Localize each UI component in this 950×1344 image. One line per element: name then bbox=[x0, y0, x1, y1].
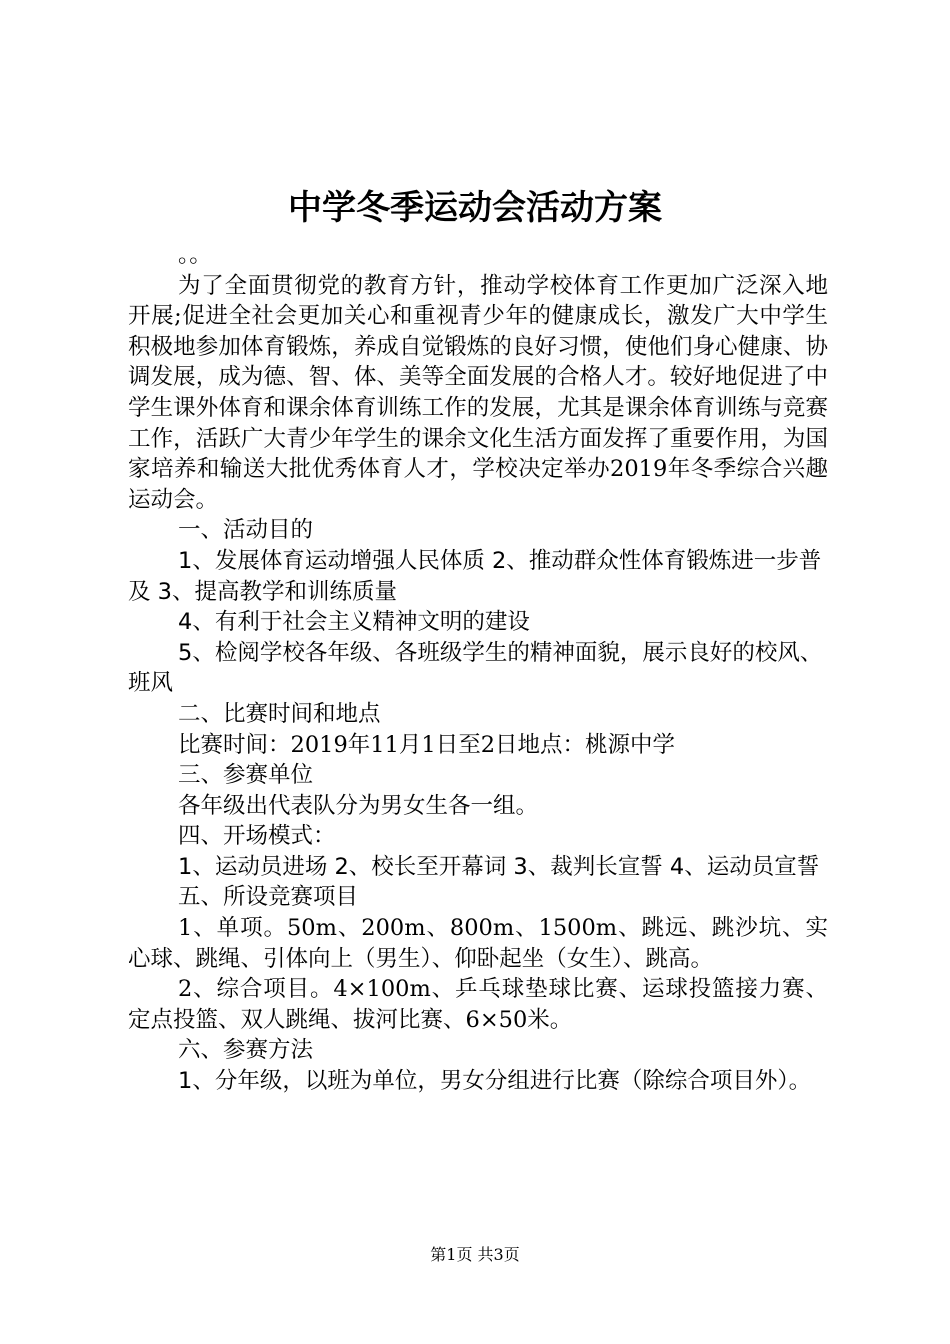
heading-participants: 三、参赛单位 bbox=[178, 762, 314, 789]
paragraph-ellipsis: 。。 bbox=[178, 242, 212, 268]
paragraph-combined-events: 2、综合项目。4×100m、乒乓球垫球比赛、运球投篮接力赛、定点投篮、双人跳绳、拔河比赛、6×50米。 bbox=[128, 976, 828, 1033]
paragraph-time-place: 比赛时间：2019年11月1日至2日地点：桃源中学 bbox=[178, 731, 676, 758]
paragraph-participants: 各年级出代表队分为男女生各一组。 bbox=[178, 792, 539, 819]
document-body bbox=[128, 240, 828, 1097]
heading-time-place: 二、比赛时间和地点 bbox=[178, 700, 381, 727]
heading-activity-purpose: 一、活动目的 bbox=[178, 517, 314, 544]
paragraph-single-events: 1、单项。50m、200m、800m、1500m、跳远、跳沙坑、实心球、跳绳、引体向上（男生）、仰卧起坐（女生）、跳高。 bbox=[128, 915, 828, 972]
page-number-footer: 第1页 共3页 bbox=[430, 1245, 520, 1264]
paragraph-intro: 为了全面贯彻党的教育方针，推动学校体育工作更加广泛深入地开展;促进全社会更加关心和重视青少年的健康成长，激发广大中学生积极地参加体育锻炼，养成自觉锻炼的良好习惯，使他们身心健康、协调发展，成为德、智、体、美等全面发展的合格人才。较好地促进了中学生课外体育和课余体育训练工作的发展，尤其是课余体育训练与竞赛工作，活跃广大青少年学生的课余文化生活方面发挥了重要作用，为国家培养和输送大批优秀体育人才，学校决定举办2019年冬季综合兴趣运动会。 bbox=[128, 272, 828, 513]
paragraph-purpose-4: 4、有利于社会主义精神文明的建设 bbox=[178, 609, 530, 636]
document-title: 中学冬季运动会活动方案 bbox=[288, 188, 662, 228]
heading-opening-mode: 四、开场模式： bbox=[178, 823, 336, 850]
paragraph-method-1: 1、分年级，以班为单位，男女分组进行比赛（除综合项目外）。 bbox=[178, 1068, 812, 1095]
heading-method: 六、参赛方法 bbox=[178, 1037, 314, 1064]
paragraph-purpose-1-3: 1、发展体育运动增强人民体质 2、推动群众性体育锻炼进一步普及 3、提高教学和训练质量 bbox=[128, 547, 822, 605]
paragraph-purpose-5: 5、检阅学校各年级、各班级学生的精神面貌，展示良好的校风、班风 bbox=[128, 639, 823, 697]
heading-events: 五、所设竞赛项目 bbox=[178, 884, 359, 911]
paragraph-opening-mode: 1、运动员进场 2、校长至开幕词 3、裁判长宣誓 4、运动员宣誓 bbox=[178, 853, 820, 880]
